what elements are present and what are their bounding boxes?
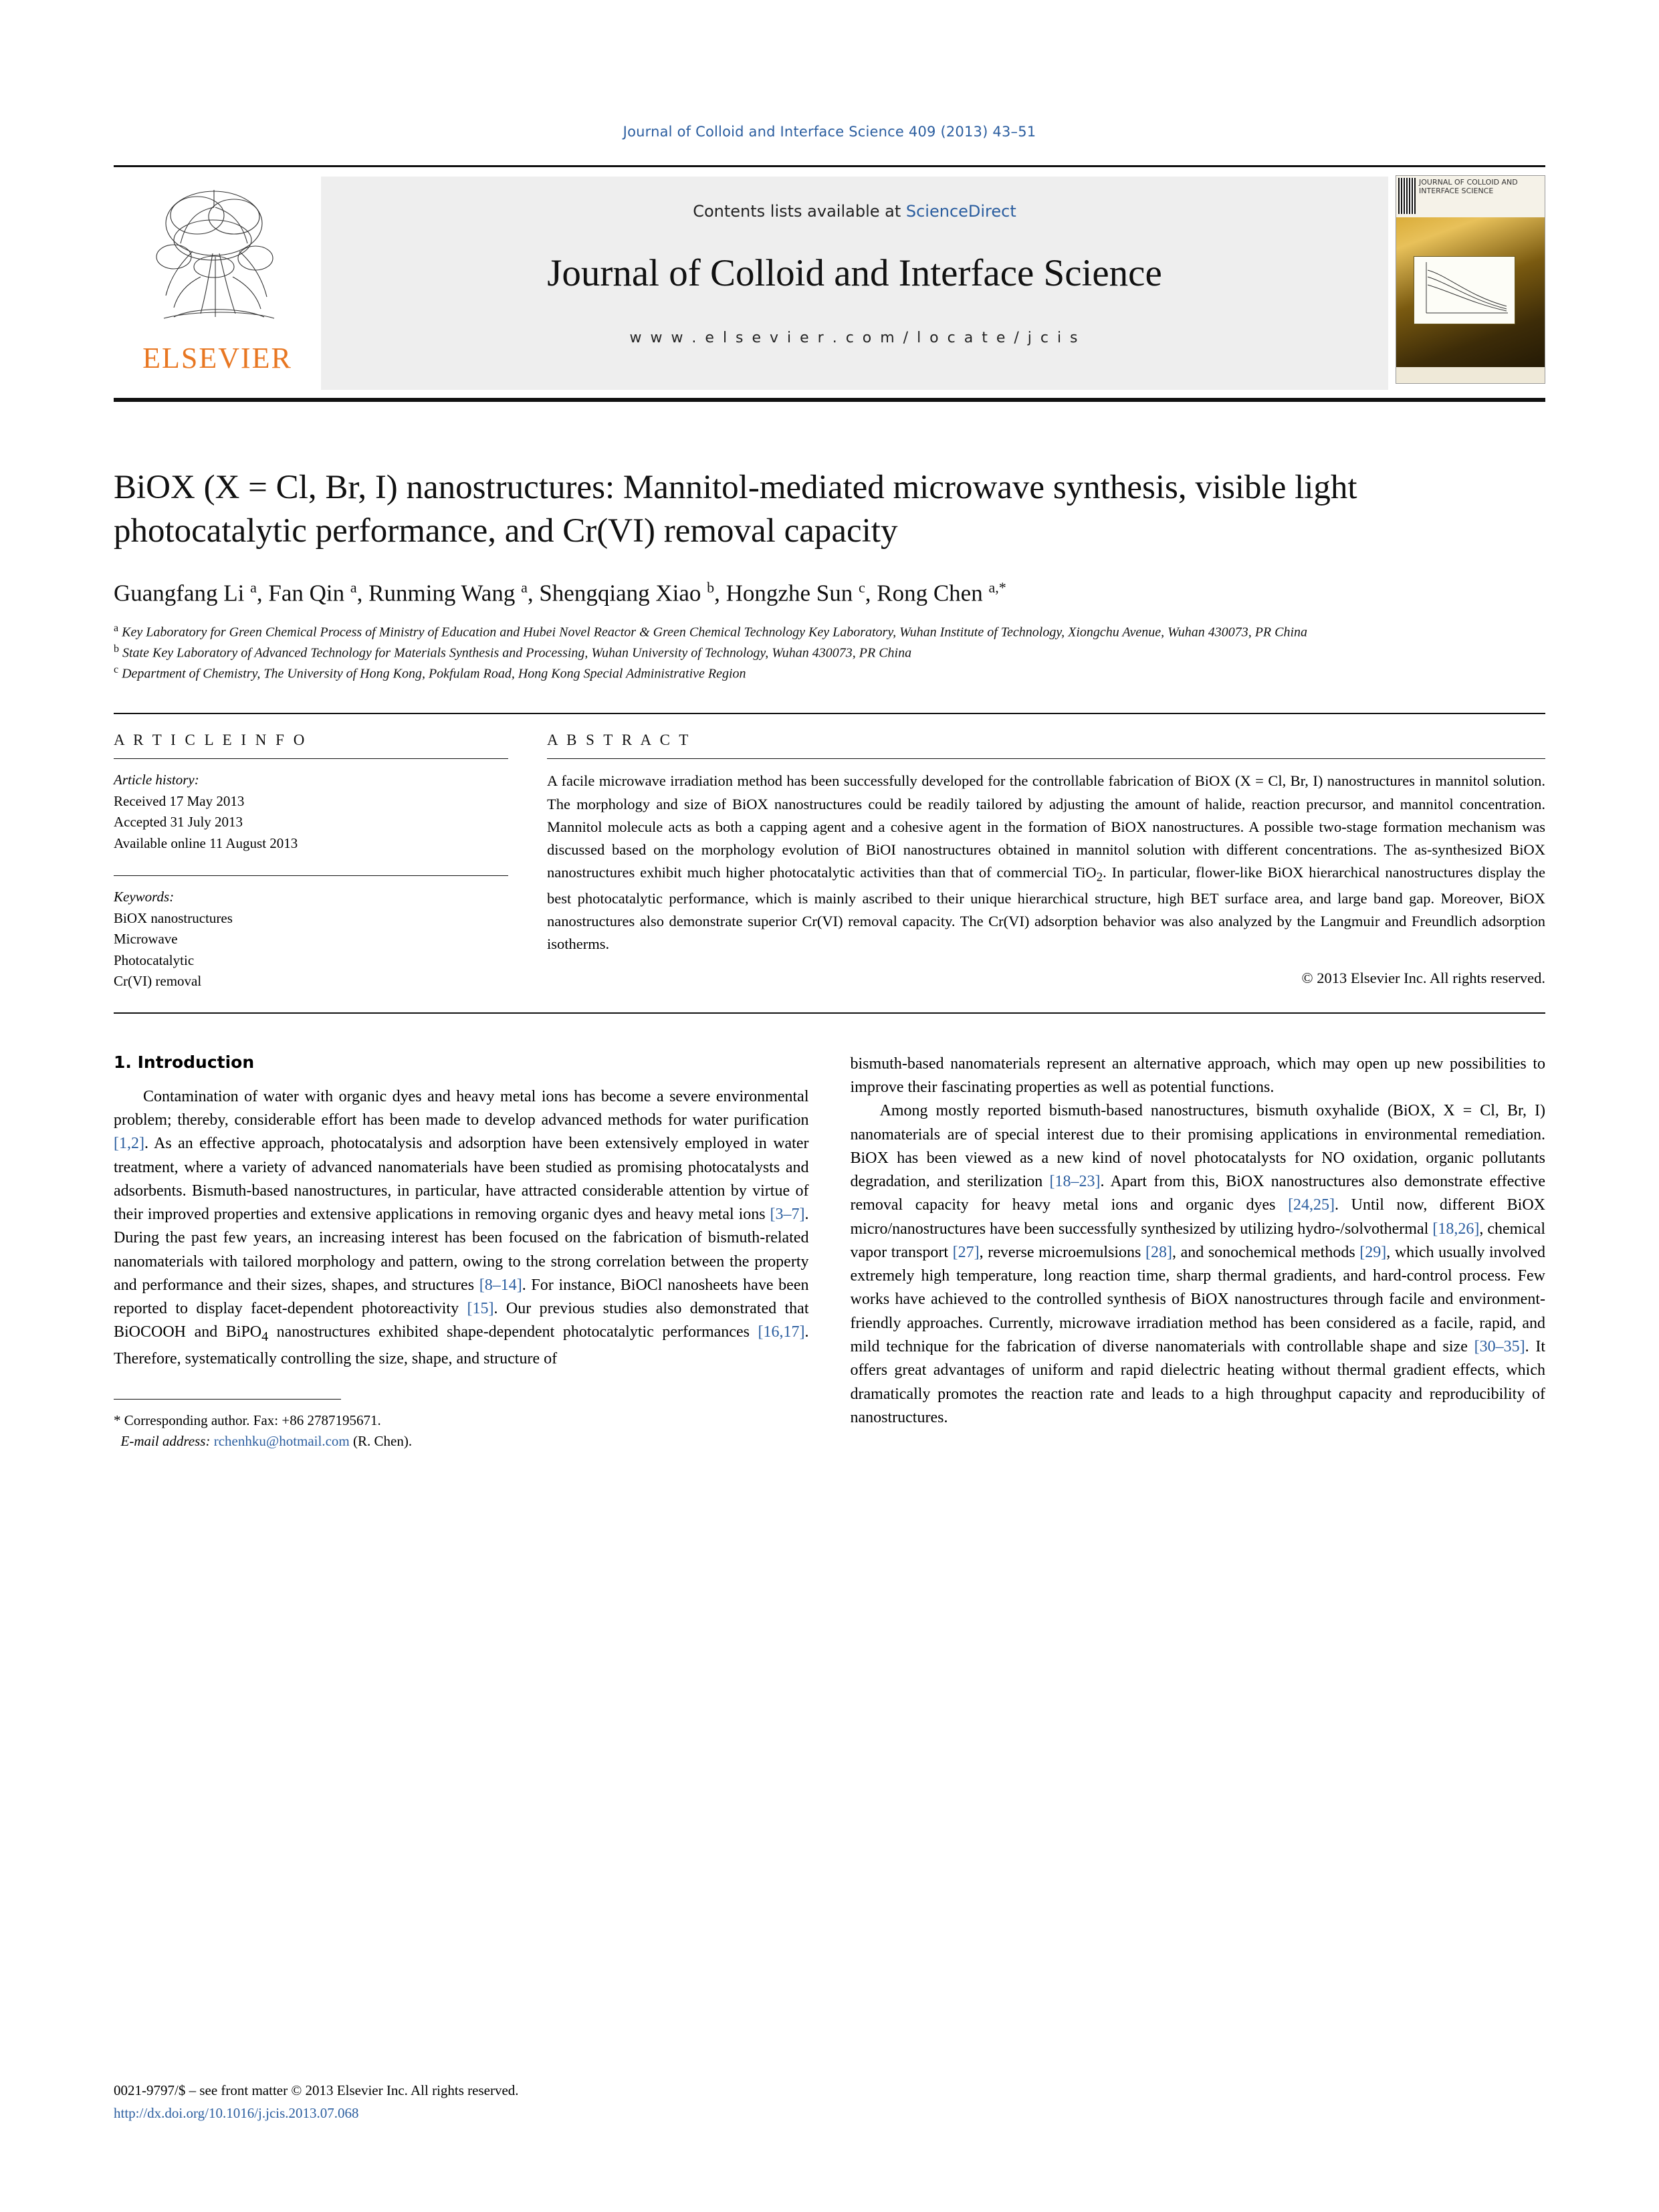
affiliation-text: Department of Chemistry, The University of Hong Kong, Pokfulam Road, Hong Kong Special Administrative Region	[122, 666, 746, 681]
email-suffix: (R. Chen).	[353, 1433, 413, 1450]
journal-homepage-url[interactable]: w w w . e l s e v i e r . c o m / l o c a t e / j c i s	[629, 330, 1080, 346]
abstract-copyright: © 2013 Elsevier Inc. All rights reserved.	[1301, 969, 1545, 986]
footnote-rule	[114, 1399, 341, 1400]
info-abstract-block	[114, 713, 1545, 992]
abstract-heading: A B S T R A C T	[547, 732, 691, 749]
cover-header	[1396, 176, 1545, 217]
divider	[114, 875, 508, 876]
keyword-item: Photocatalytic	[114, 952, 195, 968]
abstract-column	[547, 732, 1545, 992]
article-history-label: Article history:	[114, 772, 199, 788]
article-info-heading: A R T I C L E I N F O	[114, 732, 308, 749]
elsevier-tree-icon	[134, 177, 301, 337]
history-accepted: Accepted 31 July 2013	[114, 814, 243, 831]
contents-available-line	[693, 202, 1016, 221]
email-label: E-mail address:	[120, 1433, 211, 1450]
page-footer	[114, 2080, 1545, 2124]
keywords-label: Keywords:	[114, 889, 175, 905]
front-matter-line: 0021-9797/$ – see front matter © 2013 Elsevier Inc. All rights reserved.	[114, 2082, 519, 2098]
masthead-bottom-rule	[114, 398, 1545, 402]
journal-cover-thumbnail	[1388, 167, 1545, 398]
affiliations	[114, 621, 1545, 683]
affiliation-text: Key Laboratory for Green Chemical Process of Ministry of Education and Hubei Novel Reactor & Green Chemical Technology Key Laboratory, Wuhan Institute of Technology, Xiongchu Avenue, Wuhan 430073, PR China	[122, 625, 1308, 640]
corresponding-author-note: * Corresponding author. Fax: +86 2787195671.	[114, 1412, 381, 1428]
doi-link[interactable]: http://dx.doi.org/10.1016/j.jcis.2013.07.068	[114, 2104, 359, 2121]
divider	[547, 758, 1545, 759]
cover-plot-figure	[1414, 256, 1515, 324]
running-head: Journal of Colloid and Interface Science 409 (2013) 43–51	[623, 124, 1036, 140]
elsevier-logo	[114, 167, 321, 398]
email-link[interactable]: rchenhku@hotmail.com	[213, 1433, 350, 1450]
affiliation-item: $^b$ State Key Laboratory of Advanced Technology for Materials Synthesis and Processing, Wuhan University of Technology, Wuhan 430073, PR China	[114, 643, 912, 661]
masthead-center	[321, 177, 1388, 390]
journal-masthead	[114, 165, 1545, 398]
history-available-online: Available online 11 August 2013	[114, 835, 298, 851]
footnotes	[114, 1399, 809, 1452]
elsevier-wordmark: ELSEVIER	[142, 342, 292, 374]
affiliation-text: State Key Laboratory of Advanced Technology for Materials Synthesis and Processing, Wuhan University of Technology, Wuhan 430073, PR China	[122, 645, 912, 661]
history-received: Received 17 May 2013	[114, 792, 245, 809]
contents-prefix: Contents lists available at	[693, 202, 906, 221]
article-info-column	[114, 732, 508, 992]
body-column-right	[851, 1053, 1546, 1452]
paragraph-right-1: bismuth-based nanomaterials represent an alternative approach, which may open up new possibilities to improve their fascinating properties as well as potential functions.	[850, 1055, 1545, 1097]
journal-title: Journal of Colloid and Interface Science	[547, 252, 1162, 294]
page-title: BiOX (X = Cl, Br, I) nanostructures: Mannitol-mediated microwave synthesis, visible light photocatalytic performance, and Cr(VI) removal capacity	[114, 469, 1357, 550]
body-columns	[114, 1053, 1545, 1452]
page-content	[114, 0, 1545, 1452]
sciencedirect-link[interactable]: ScienceDirect	[905, 202, 1016, 221]
divider	[114, 758, 508, 759]
body-column-left	[114, 1053, 809, 1452]
email-note	[114, 1431, 809, 1452]
abstract-text: A facile microwave irradiation method has been successfully developed for the controllable fabrication of BiOX (X = Cl, Br, I) nanostructures in mannitol solution. The morphology and size of BiOX nanostructures could be readily tailored by adjusting the amount of halide, reaction precursor, and mannitol concentration. Mannitol molecule acts as both a capping agent and a cohesive agent in the formation of BiOX nanostructures. A possible two-stage formation mechanism was discussed based on the morphology evolution of BiOI nanostructures obtained in mannitol solution with different concentrations. The as-synthesized BiOX nanostructures exhibit much higher photocatalytic activities than that of commercial TiO$_2$. In particular, flower-like BiOX hierarchical nanostructures display the best photocatalytic performance, which is mainly ascribed to their unique hierarchical structure, high BET surface area, and large band gap. Moreover, BiOX nanostructures also demonstrate superior Cr(VI) removal capacity. The Cr(VI) adsorption behavior was also analyzed by the Langmuir and Freundlich adsorption isotherms.	[547, 772, 1545, 953]
keyword-item: Cr(VI) removal	[114, 973, 202, 990]
paragraph-left-1: Contamination of water with organic dyes and heavy metal ions has become a severe environmental problem; thereby, considerable effort has been made to develop advanced methods for water purification [1,2]. As an effective approach, photocatalysis and adsorption have been extensively employed in water treatment, where a variety of advanced nanomaterials have been studied as promising photocatalysts and adsorbents. Bismuth-based nanostructures, in particular, have attracted considerable attention by virtue of their improved properties and extensive applications in removing organic dyes and heavy metal ions [3–7]. During the past few years, an increasing interest has been focused on the fabrication of bismuth-related nanomaterials with tailored morphology and pattern, owing to the strong correlation between the property and performance and their sizes, shapes, and structures [8–14]. For instance, BiOCl nanosheets have been reported to display facet-dependent photoreactivity [15]. Our previous studies also demonstrated that BiOCOOH and BiPO$_4$ nanostructures exhibited shape-dependent photocatalytic performances [16,17]. Therefore, systematically controlling the size, shape, and structure of	[114, 1087, 809, 1367]
section-heading-introduction: 1. Introduction	[114, 1052, 255, 1072]
info-block-bottom-rule	[114, 1012, 1545, 1014]
keyword-item: Microwave	[114, 931, 178, 948]
affiliation-item: $^c$ Department of Chemistry, The University of Hong Kong, Pokfulam Road, Hong Kong Special Administrative Region	[114, 664, 746, 681]
cover-chart-icon	[1414, 257, 1515, 324]
keyword-item: BiOX nanostructures	[114, 909, 233, 926]
author-list: Guangfang Li $^a$, Fan Qin $^a$, Runming Wang $^a$, Shengqiang Xiao $^b$, Hongzhe Sun $^c$, Rong Chen $^{a,*}$	[114, 578, 1006, 606]
cover-image	[1396, 175, 1545, 384]
cover-journal-name: JOURNAL OF COLLOID AND INTERFACE SCIENCE	[1419, 178, 1518, 195]
paragraph-right-2: Among mostly reported bismuth-based nanostructures, bismuth oxyhalide (BiOX, X = Cl, Br, I) nanomaterials are of special interest due to their promising applications in environmental remediation. BiOX has been viewed as a new kind of novel photocatalysts for NO oxidation, organic pollutants degradation, and sterilization [18–23]. Apart from this, BiOX nanostructures also demonstrate effective removal capacity for heavy metal ions and organic dyes [24,25]. Until now, different BiOX micro/nanostructures have been successfully synthesized by utilizing hydro-/solvothermal [18,26], chemical vapor transport [27], reverse microemulsions [28], and sonochemical methods [29], which usually involved extremely high temperature, long reaction time, sharp thermal gradients, and hard-control process. Few works have achieved to the controlled synthesis of BiOX nanostructures through facile and environment-friendly approaches. Currently, microwave irradiation method has been considered as a facile, rapid, and mild technique for the fabrication of diverse nanomaterials with controllable shape and size [30–35]. It offers great advantages of uniform and rapid dielectric heating without thermal gradient effects, which dramatically promotes the reaction rate and leads to a high throughput capacity and reproducibility of nanostructures.	[850, 1102, 1546, 1426]
spacer	[114, 854, 508, 875]
cover-footer	[1396, 367, 1545, 383]
barcode-icon	[1398, 178, 1416, 214]
affiliation-item: $^a$ Key Laboratory for Green Chemical Process of Ministry of Education and Hubei Novel Reactor & Green Chemical Technology Key Laboratory, Wuhan Institute of Technology, Xiongchu Avenue, Wuhan 430073, PR China	[114, 623, 1308, 640]
